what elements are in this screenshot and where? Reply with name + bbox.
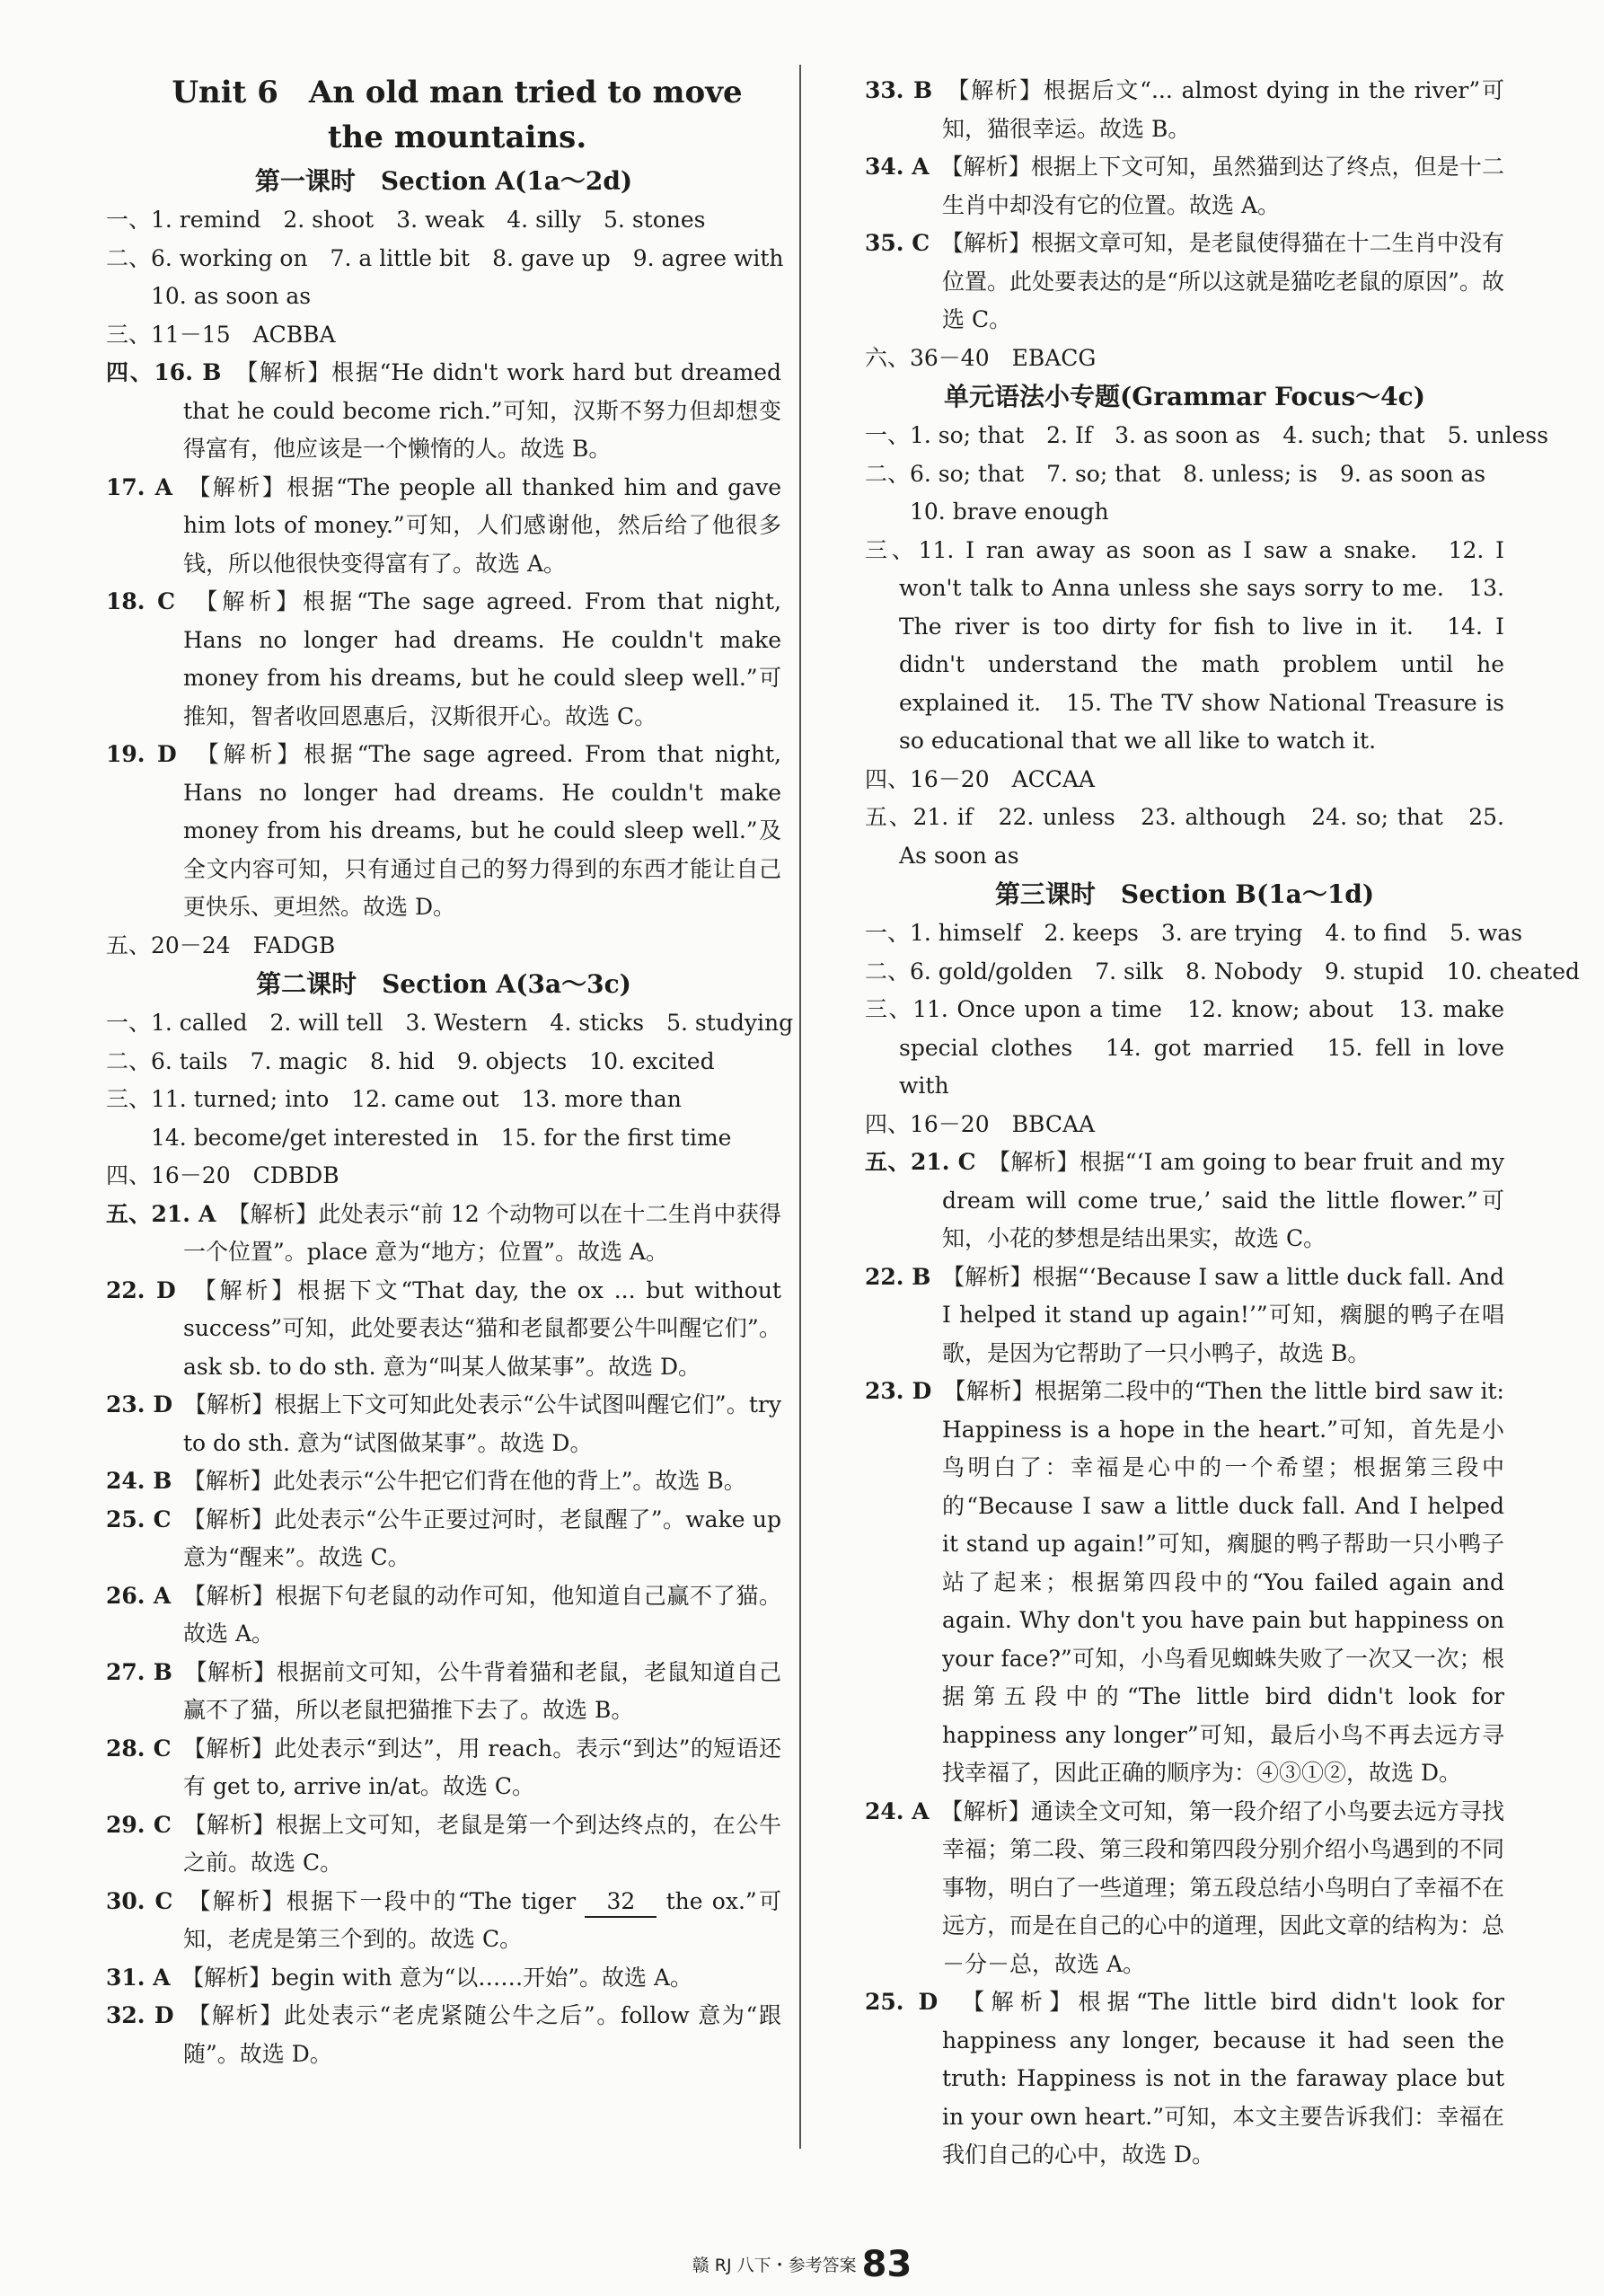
item-explanation: 【解析】根据“‘Because I saw a little duck fall. And I helped it stand up again!’”可知，瘸腿的鸭子在唱歌，是因为它帮助了一只小鸭子，故选 B。	[942, 1263, 1504, 1366]
section-title-lesson-3: 第三课时 Section B(1a～1d)	[994, 879, 1375, 909]
item-explanation: 【解析】根据上文可知，老鼠是第一个到达终点的，在公牛之前。故选 C。	[183, 1811, 781, 1876]
footer-text: 赣 RJ 八下・参考答案	[692, 2256, 857, 2275]
item-explanation: 【解析】此处表示“老虎紧随公牛之后”。follow 意为“跟随”。故选 D。	[183, 2002, 781, 2067]
answer-item	[106, 1806, 781, 1883]
item-number: 22. D	[106, 1276, 176, 1303]
item-number: 30. C	[106, 1887, 173, 1914]
unit-title-line-2: the mountains.	[327, 119, 587, 155]
answer-line: 五、20－24 FADGB	[106, 932, 336, 958]
answer-item	[106, 1883, 781, 1959]
answer-item	[865, 532, 1504, 761]
item-explanation: 【解析】根据上下文可知此处表示“公牛试图叫醒它们”。try to do sth. 意为“试图做某事”。故选 D。	[183, 1391, 781, 1456]
item-explanation: 【解析】根据“The sage agreed. From that night, Hans no longer had dreams. He couldn't make money from his dreams, but he could sleep well.”及全文内容可知，只有通过自己的努力得到的东西才能让自己更快乐、更坦然。故选 D。	[183, 741, 781, 920]
answer-item	[865, 225, 1504, 340]
item-number: 27. B	[106, 1658, 172, 1685]
item-explanation: 【解析】此处表示“前 12 个动物可以在十二生肖中获得一个位置”。place 意为“地方；位置”。故选 A。	[183, 1200, 781, 1265]
item-explanation: 【解析】根据下一段中的“The tiger	[198, 1887, 586, 1914]
item-number: 35. C	[865, 230, 930, 256]
item-explanation: 【解析】根据上下文可知，虽然猫到达了终点，但是十二生肖中却没有它的位置。故选 A。	[942, 154, 1504, 218]
item-explanation: 【解析】根据第二段中的“Then the little bird saw it: Happiness is a hope in the heart.”可知，首先是小鸟明白了：幸福是心中的一个希望；根据第三段中的“Because I saw a little duck fall. And I helped it stand up again!”可知，瘸腿的鸭子帮助一只小鸭子站了起来；根据第四段中的“You failed again and again. Why don't you have pain but happiness on your face?”可知，小鸟看见蜘蛛失败了一次又一次；根据第五段中的“The little bird didn't look for happiness any longer”可知，最后小鸟不再去远方寻找幸福了，因此正确的顺序为：④③①②，故选 D。	[942, 1378, 1504, 1786]
answer-item	[865, 1983, 1504, 2175]
item-number: 22. B	[865, 1263, 931, 1290]
answer-item	[865, 1144, 1504, 1258]
unit-title-line-1: Unit 6 An old man tried to move	[172, 75, 743, 110]
item-number: 24. B	[106, 1468, 172, 1494]
item-explanation: 【解析】根据文章可知，是老鼠使得猫在十二生肖中没有位置。此处要表达的是“所以这就是猫吃老鼠的原因”。故选 C。	[942, 230, 1504, 332]
answer-line: 四、16－20 CDBDB	[106, 1162, 339, 1188]
answer-item	[106, 1272, 781, 1387]
item-explanation: 【解析】根据后文“... almost dying in the river”可知，猫很幸运。故选 B。	[942, 77, 1504, 142]
blank-underline: 32	[585, 1887, 657, 1918]
item-explanation: Once upon a time 12. know; about 13. make special clothes 14. got married 15. fell in love with	[899, 996, 1504, 1099]
answer-line: 10. as soon as	[106, 283, 312, 309]
item-explanation: 【解析】此处表示“公牛正要过河时，老鼠醒了”。wake up 意为“醒来”。故选 C。	[183, 1506, 781, 1570]
item-explanation: 【解析】根据“The little bird didn't look for happiness any longer, because it had seen the truth: Happiness is not in the faraway place but in your own heart.”可知，本文主要告诉我们：幸福在我们自己的心中，故选 D。	[942, 1989, 1504, 2168]
item-number: 17. A	[106, 473, 173, 500]
answer-item	[106, 1959, 781, 1998]
item-number: 34. A	[865, 154, 930, 180]
left-column	[106, 72, 794, 2073]
answer-line: 四、16－20 ACCAA	[865, 765, 1096, 792]
right-column	[865, 72, 1581, 2175]
answer-item	[106, 1730, 781, 1806]
answer-item	[865, 72, 1504, 148]
item-number: 三、11.	[865, 536, 955, 563]
item-number: 25. D	[865, 1989, 939, 2015]
answer-item	[106, 469, 781, 584]
answer-line: 二、6. so; that 7. so; that 8. unless; is 9. as soon as	[865, 460, 1486, 487]
item-explanation: 【解析】根据“The people all thanked him and gave him lots of money.”可知，人们感谢他，然后给了他很多钱，所以他很快变得富有了。故选 A。	[183, 473, 781, 577]
answer-item	[865, 1258, 1504, 1373]
column-divider	[799, 65, 801, 2149]
section-title-lesson-2: 第二课时 Section A(3a～3c)	[256, 969, 631, 999]
answer-item	[865, 1373, 1504, 1793]
answer-item	[106, 1462, 781, 1501]
item-explanation: 【解析】根据“The sage agreed. From that night, Hans no longer had dreams. He couldn't make money from his dreams, but he could sleep well.”可推知，智者收回恩惠后，汉斯很开心。故选 C。	[183, 588, 781, 729]
item-explanation: 【解析】此处表示“公牛把它们背在他的背上”。故选 B。	[194, 1468, 746, 1494]
item-explanation: 【解析】根据下句老鼠的动作可知，他知道自己赢不了猫。故选 A。	[183, 1582, 781, 1647]
item-explanation: 【解析】根据“He didn't work hard but dreamed that he could become rich.”可知，汉斯不努力但却想变得富有，他应该是一个懒惰的人。故选 B。	[183, 359, 781, 462]
section-title-grammar-focus: 单元语法小专题(Grammar Focus～4c)	[944, 382, 1425, 411]
item-number: 五、21.	[865, 804, 949, 830]
item-number: 五、21. C	[865, 1149, 976, 1175]
item-explanation: I ran away as soon as I saw a snake. 12. I won't talk to Anna unless she says sorry to me. 13. The river is too dirty for fish to live in it. 14. I didn't understand the math problem until he explained it. 15. The TV show National Treasure is so educational that we all like to watch it.	[899, 536, 1504, 754]
answer-item	[106, 583, 781, 736]
item-number: 23. D	[865, 1378, 932, 1404]
answer-line: 四、16－20 BBCAA	[865, 1110, 1096, 1137]
item-explanation: 【解析】此处表示“到达”，用 reach。表示“到达”的短语还有 get to, arrive in/at。故选 C。	[183, 1735, 781, 1799]
answer-line: 二、6. tails 7. magic 8. hid 9. objects 10. excited	[106, 1047, 715, 1074]
answer-item	[865, 148, 1504, 225]
answer-item	[865, 1793, 1504, 1984]
section-title-lesson-1: 第一课时 Section A(1a～2d)	[254, 166, 633, 196]
item-number: 33. B	[865, 77, 933, 103]
page-footer	[0, 2246, 1604, 2289]
item-number: 28. C	[106, 1735, 172, 1762]
item-number: 31. A	[106, 1964, 171, 1991]
item-number: 五、21. A	[106, 1200, 216, 1227]
answer-item	[865, 991, 1504, 1106]
answer-item	[106, 736, 781, 927]
answer-item	[106, 1654, 781, 1730]
answer-item	[106, 1997, 781, 2073]
answer-item	[106, 1386, 781, 1462]
answer-line: 三、11. turned; into 12. came out 13. more than	[106, 1086, 682, 1112]
item-number: 26. A	[106, 1582, 172, 1609]
item-number: 25. C	[106, 1506, 172, 1532]
answer-item	[106, 1501, 781, 1577]
page-number: 83	[861, 2244, 912, 2285]
answer-item	[865, 799, 1504, 875]
answer-line: 14. become/get interested in 15. for the first time	[106, 1124, 732, 1151]
answer-line: 一、1. himself 2. keeps 3. are trying 4. to find 5. was	[865, 920, 1523, 946]
item-explanation: 【解析】通读全文可知，第一段介绍了小鸟要去远方寻找幸福；第二段、第三段和第四段分别介绍小鸟遇到的不同事物，明白了一些道理；第五段总结小鸟明白了幸福不在远方，而是在自己的心中的道理，因此文章的结构为：总－分－总，故选 A。	[942, 1797, 1504, 1977]
item-number: 29. C	[106, 1811, 172, 1838]
item-number: 19. D	[106, 741, 177, 767]
answer-item	[106, 354, 781, 469]
item-explanation: 【解析】根据“‘I am going to bear fruit and my dream will come true,’ said the little flower.”可知，小花的梦想是结出果实，故选 C。	[942, 1149, 1504, 1251]
answer-item	[106, 1196, 781, 1272]
answer-line: 六、36－40 EBACG	[865, 344, 1097, 371]
answer-line: 一、1. remind 2. shoot 3. weak 4. silly 5. stones	[106, 207, 706, 233]
answer-line: 一、1. called 2. will tell 3. Western 4. sticks 5. studying	[106, 1010, 794, 1036]
answer-line: 二、6. gold/golden 7. silk 8. Nobody 9. stupid 10. cheated	[865, 958, 1581, 985]
answer-line: 一、1. so; that 2. If 3. as soon as 4. such; that 5. unless	[865, 422, 1549, 448]
answer-line: 10. brave enough	[865, 499, 1109, 525]
item-number: 18. C	[106, 588, 176, 614]
item-explanation-cont: the ox.”可知，老虎是第三个到的。故选 C。	[183, 1887, 781, 1952]
item-explanation: 【解析】根据前文可知，公牛背着猫和老鼠，老鼠知道自己赢不了猫，所以老鼠把猫推下去了。故选 B。	[183, 1658, 781, 1723]
item-explanation: if 22. unless 23. although 24. so; that 25. As soon as	[899, 804, 1504, 869]
answer-line: 三、11－15 ACBBA	[106, 321, 336, 348]
item-number: 23. D	[106, 1391, 173, 1417]
item-number: 24. A	[865, 1797, 930, 1824]
answer-item	[106, 1577, 781, 1654]
answer-line: 二、6. working on 7. a little bit 8. gave up 9. agree with	[106, 244, 784, 271]
item-explanation: 【解析】根据下文“That day, the ox ... but without success”可知，此处要表达“猫和老鼠都要公牛叫醒它们”。ask sb. to do sth. 意为“叫某人做某事”。故选 D。	[183, 1276, 781, 1380]
item-number: 32. D	[106, 2002, 174, 2028]
item-number: 四、16. B	[106, 359, 222, 385]
item-explanation: 【解析】begin with 意为“以……开始”。故选 A。	[192, 1964, 693, 1991]
item-number: 三、11.	[865, 996, 948, 1022]
